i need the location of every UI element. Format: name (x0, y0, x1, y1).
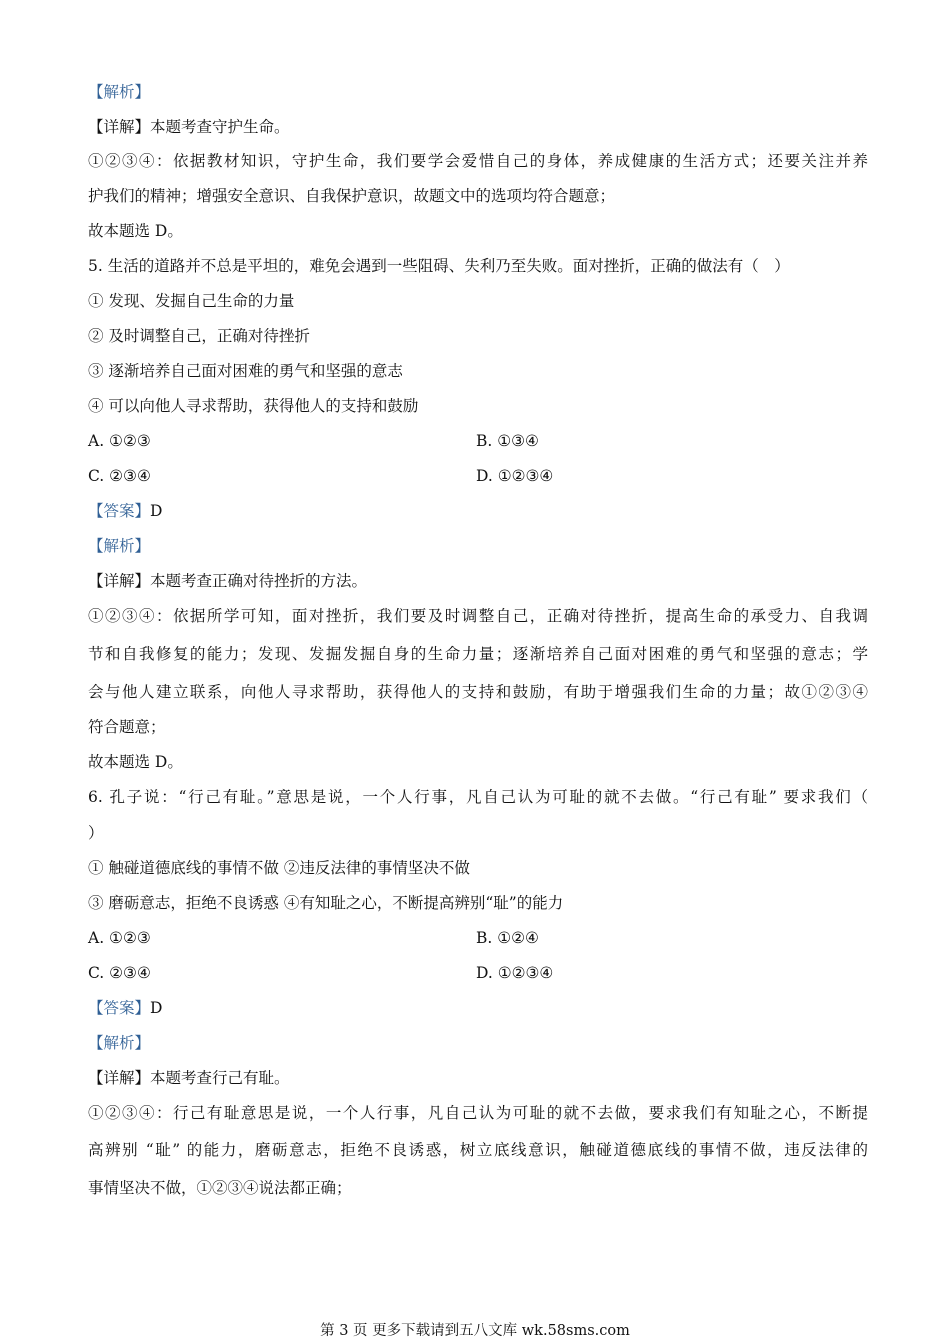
question-6-items: ③ 磨砺意志，拒绝不良诱惑 ④有知耻之心，不断提高辨别“耻”的能力 (88, 894, 564, 912)
explain-line: ①②③④：依据所学可知，面对挫折，我们要及时调整自己，正确对待挫折，提高生命的承受力、自我调 (88, 607, 868, 625)
detail-text: 本题考查正确对待挫折的方法。 (150, 572, 368, 590)
analysis-heading (88, 1033, 868, 1053)
detail-line (88, 571, 868, 591)
detail-line (88, 117, 868, 137)
analysis-tag: 【解析】 (88, 1034, 151, 1052)
explain-line: 事情坚决不做，①②③④说法都正确； (88, 1179, 352, 1197)
question-6-stem: 6. 孔子说：“行己有耻。”意思是说，一个人行事，凡自己认为可耻的就不去做。“行己有耻” 要求我们（ (88, 788, 868, 806)
question-5-item-4: ④ 可以向他人寻求帮助，获得他人的支持和鼓励 (88, 397, 419, 415)
question-5-option-b: B. ①③④ (476, 432, 539, 450)
question-5-option-a: A. ①②③ (88, 432, 151, 450)
explain-line: 护我们的精神；增强安全意识、自我保护意识，故题文中的选项均符合题意； (88, 187, 616, 205)
detail-text: 本题考查行己有耻。 (150, 1069, 290, 1087)
analysis-heading (88, 536, 868, 556)
conclusion-line: 故本题选 D。 (88, 222, 183, 240)
analysis-tag: 【解析】 (88, 83, 151, 101)
analysis-tag: 【解析】 (88, 537, 151, 555)
explain-line: 高辨别 “耻” 的能力，磨砺意志，拒绝不良诱惑，树立底线意识，触碰道德底线的事情不做，违反法律的 (88, 1141, 868, 1159)
conclusion-line: 故本题选 D。 (88, 753, 183, 771)
question-6-option-d: D. ①②③④ (476, 964, 554, 982)
answer-line (88, 998, 868, 1018)
explain-line: ①②③④：依据教材知识，守护生命，我们要学会爱惜自己的身体，养成健康的生活方式；还要关注并养 (88, 152, 868, 170)
detail-tag: 【详解】 (88, 1069, 151, 1087)
answer-value: D (150, 502, 163, 520)
page-footer: 第 3 页 更多下载请到五八文库 wk.58sms.com (320, 1323, 630, 1339)
explain-line: 符合题意； (88, 718, 166, 736)
question-5-option-d: D. ①②③④ (476, 467, 554, 485)
question-6-option-b: B. ①②④ (476, 929, 539, 947)
question-6-option-c: C. ②③④ (88, 964, 151, 982)
question-5-option-c: C. ②③④ (88, 467, 151, 485)
question-5-item-3: ③ 逐渐培养自己面对困难的勇气和坚强的意志 (88, 362, 403, 380)
detail-tag: 【详解】 (88, 572, 151, 590)
analysis-heading (88, 82, 868, 102)
answer-line (88, 501, 868, 521)
question-5-stem: 5. 生活的道路并不总是平坦的，难免会遇到一些阻碍、失利乃至失败。面对挫折，正确的做法有（ ） (88, 257, 790, 275)
question-6-option-a: A. ①②③ (88, 929, 151, 947)
question-5-item-2: ② 及时调整自己，正确对待挫折 (88, 327, 310, 345)
detail-tag: 【详解】 (88, 118, 151, 136)
answer-value: D (150, 999, 163, 1017)
answer-tag: 【答案】 (88, 502, 151, 520)
explain-line: ①②③④：行己有耻意思是说，一个人行事，凡自己认为可耻的就不去做，要求我们有知耻之心，不断提 (88, 1104, 868, 1122)
explain-line: 会与他人建立联系，向他人寻求帮助，获得他人的支持和鼓励，有助于增强我们生命的力量；故①②③④ (88, 683, 868, 701)
detail-text: 本题考查守护生命。 (150, 118, 290, 136)
answer-tag: 【答案】 (88, 999, 151, 1017)
question-5-item-1: ① 发现、发掘自己生命的力量 (88, 292, 295, 310)
question-6-items: ① 触碰道德底线的事情不做 ②违反法律的事情坚决不做 (88, 859, 470, 877)
explain-line: 节和自我修复的能力；发现、发掘发掘自身的生命力量；逐渐培养自己面对困难的勇气和坚强的意志；学 (88, 645, 868, 663)
detail-line (88, 1068, 868, 1088)
question-6-stem-cont: ） (88, 824, 104, 842)
